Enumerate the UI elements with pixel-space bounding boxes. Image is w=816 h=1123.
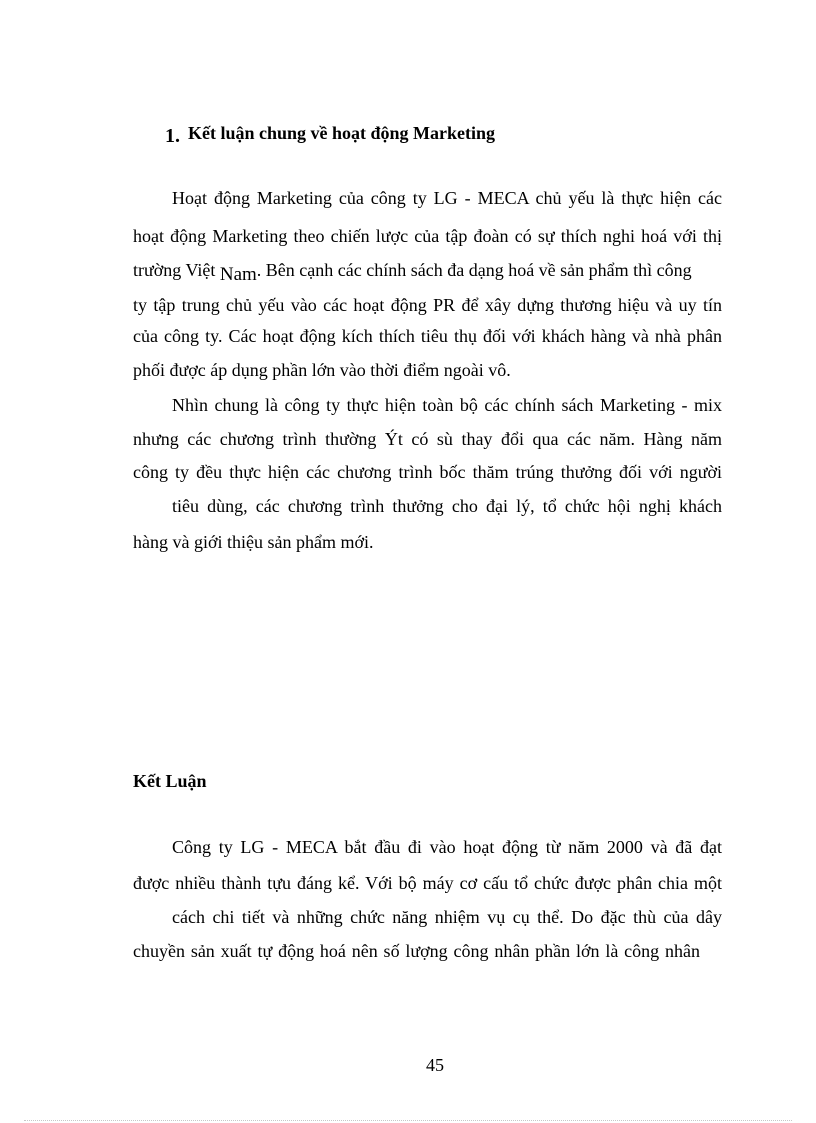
paragraph-line: Nhìn chung là công ty thực hiện toàn bộ các chính sách Marketing - mix bbox=[172, 395, 722, 415]
conclusion-heading: Kết Luận bbox=[133, 771, 207, 791]
paragraph-line: được nhiều thành tựu đáng kể. Với bộ máy cơ cấu tổ chức được phân chia một bbox=[133, 873, 722, 893]
paragraph-line: phối được áp dụng phần lớn vào thời điểm ngoài vô. bbox=[133, 360, 511, 380]
paragraph-line: của công ty. Các hoạt động kích thích tiêu thụ đối với khách hàng và nhà phân bbox=[133, 326, 722, 346]
page-bottom-rule bbox=[24, 1120, 792, 1121]
paragraph-line: chuyền sản xuất tự động hoá nên số lượng công nhân phần lớn là công nhân bbox=[133, 941, 700, 961]
paragraph-line: cách chi tiết và những chức năng nhiệm vụ cụ thể. Do đặc thù của dây bbox=[172, 907, 722, 927]
paragraph-line: Hoạt động Marketing của công ty LG - MECA chủ yếu là thực hiện các bbox=[172, 188, 722, 208]
section-number: 1. bbox=[165, 125, 180, 147]
paragraph-line: hàng và giới thiệu sản phẩm mới. bbox=[133, 532, 374, 552]
paragraph-line bbox=[133, 260, 722, 285]
text-segment: . Bên cạnh các chính sách đa dạng hoá về sản phẩm thì công bbox=[256, 260, 692, 280]
paragraph-line: Công ty LG - MECA bắt đầu đi vào hoạt động từ năm 2000 và đã đạt bbox=[172, 837, 722, 857]
paragraph-line: hoạt động Marketing theo chiến lược của tập đoàn có sự thích nghi hoá với thị bbox=[133, 226, 722, 246]
paragraph-line: công ty đều thực hiện các chương trình bốc thăm trúng thưởng đối với người bbox=[133, 462, 722, 482]
paragraph-line: tiêu dùng, các chương trình thưởng cho đại lý, tổ chức hội nghị khách bbox=[172, 496, 722, 516]
text-segment: trường Việt bbox=[133, 260, 220, 280]
section-title: Kết luận chung về hoạt động Marketing bbox=[188, 123, 496, 143]
paragraph-line: ty tập trung chủ yếu vào các hoạt động PR để xây dựng thương hiệu và uy tín bbox=[133, 295, 722, 315]
section-heading bbox=[165, 123, 495, 148]
page-number: 45 bbox=[426, 1055, 444, 1075]
subscript-text: Nam bbox=[219, 264, 257, 285]
paragraph-line: nhưng các chương trình thường Ýt có sù thay đổi qua các năm. Hàng năm bbox=[133, 429, 722, 449]
